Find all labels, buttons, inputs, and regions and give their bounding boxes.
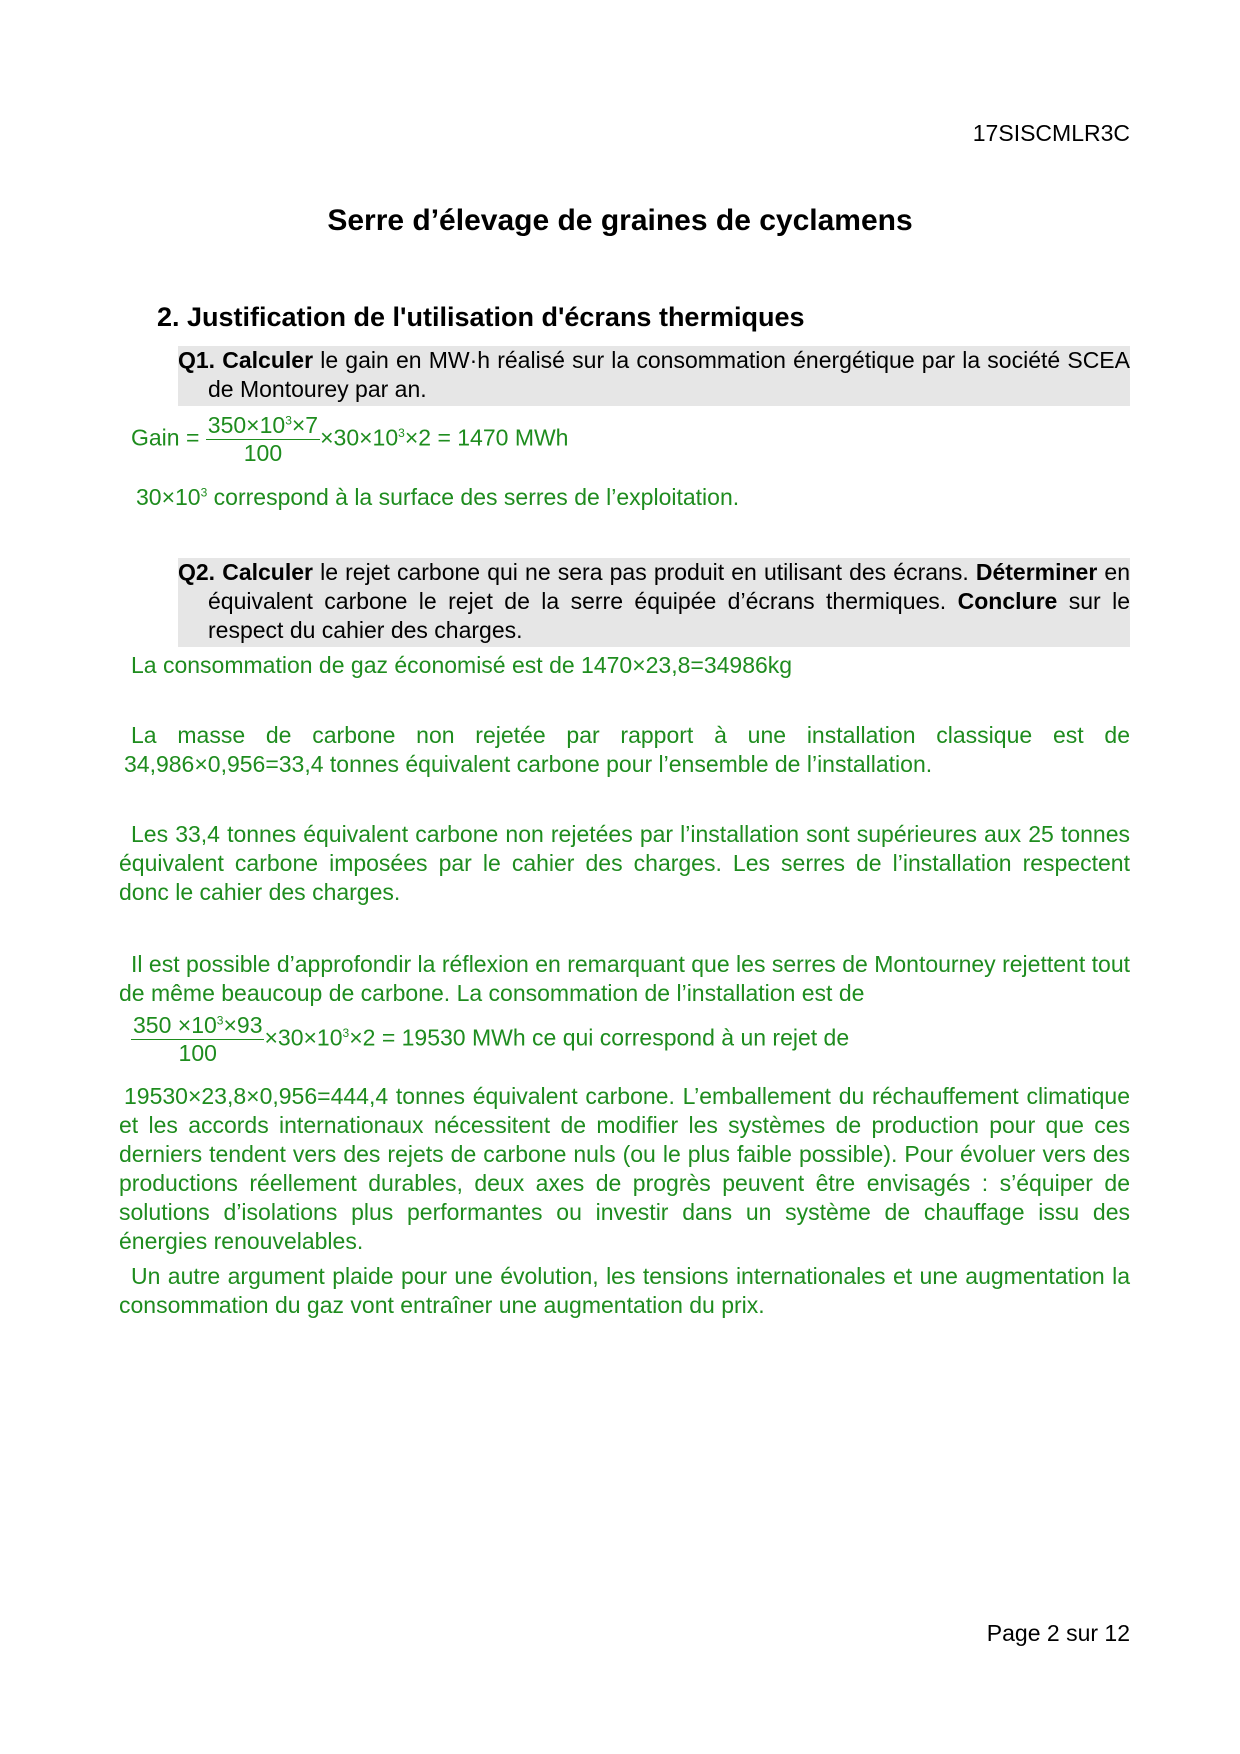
exp: 3 bbox=[285, 413, 292, 428]
exp: 3 bbox=[342, 1025, 350, 1040]
question-q1 bbox=[178, 346, 1130, 406]
q2-verb3: Conclure bbox=[957, 588, 1058, 614]
q1-label: Q1. bbox=[178, 347, 216, 373]
rest-a: ×30×10 bbox=[320, 424, 399, 451]
q2-text1: le rejet carbone qui ne sera pas produit en utilisant des écrans. bbox=[312, 559, 976, 585]
q2-verb1: Calculer bbox=[222, 559, 313, 585]
q2-text2: en équivalent carbone le rejet de la serre équipée d’écrans thermiques. bbox=[208, 559, 1130, 614]
surface-a: 30×10 bbox=[136, 484, 201, 510]
q2-label: Q2. bbox=[178, 559, 216, 585]
num-a: 350 ×10 bbox=[133, 1012, 217, 1038]
gain-prefix: Gain = bbox=[131, 424, 206, 451]
question-q2 bbox=[178, 558, 1130, 647]
paragraph-conclusion: Les 33,4 tonnes équivalent carbone non rejetées par l’installation sont supérieures aux 25 tonnes équivalent carbone imposées par le cahier des charges. Les serres de l’installation respectent donc le cahier des charges. bbox=[119, 821, 1130, 905]
surface-exp: 3 bbox=[200, 485, 208, 500]
gain-result: ×2 = 1470 MWh bbox=[404, 424, 569, 451]
den: 100 bbox=[178, 1040, 217, 1066]
section-heading: 2. Justification de l'utilisation d'écrans thermiques bbox=[157, 302, 805, 332]
exp: 3 bbox=[398, 425, 405, 440]
q1-text: le gain en MW·h réalisé sur la consommation énergétique par la société SCEA de Montourey par an. bbox=[208, 347, 1130, 402]
den: 100 bbox=[243, 440, 283, 466]
formula2-result: ×2 = 19530 MWh ce qui correspond à un rejet de bbox=[349, 1024, 850, 1051]
num-b: ×93 bbox=[223, 1012, 263, 1038]
formula2-fraction bbox=[131, 1012, 264, 1067]
document-code: 17SISCMLR3C bbox=[972, 120, 1130, 146]
gain-formula bbox=[131, 412, 568, 467]
num-b: ×7 bbox=[291, 412, 319, 438]
page-title: Serre d’élevage de graines de cyclamens bbox=[327, 204, 913, 237]
num-a: 350×10 bbox=[207, 412, 286, 438]
consumption-formula bbox=[131, 1012, 849, 1067]
paragraph-gas: La consommation de gaz économisé est de 1470×23,8=34986kg bbox=[131, 652, 793, 678]
q2-verb2: Déterminer bbox=[975, 559, 1098, 585]
q1-verb: Calculer bbox=[222, 347, 314, 373]
gain-fraction bbox=[206, 412, 320, 467]
paragraph-reflection: Il est possible d’approfondir la réflexion en remarquant que les serres de Montourney rejettent tout de même beaucoup de carbone. La consommation de l’installation est de bbox=[119, 951, 1130, 1006]
q2-text3: sur le respect du cahier des charges. bbox=[208, 588, 1130, 643]
surface-note bbox=[136, 484, 739, 511]
page-number: Page 2 sur 12 bbox=[986, 1620, 1130, 1646]
paragraph-emissions: 19530×23,8×0,956=444,4 tonnes équivalent carbone. L’emballement du réchauffement climatique et les accords internationaux nécessitent de modifier les systèmes de production pour que ces derniers tendent vers des rejets de carbone nuls (ou le plus faible possible). Pour évoluer vers des productions réellement durables, deux axes de progrès peuvent être envisagés : s’équiper de solutions d’isolations plus performantes ou investir dans un système de chauffage issu des énergies renouvelables. bbox=[119, 1083, 1130, 1254]
paragraph-price: Un autre argument plaide pour une évolution, les tensions internationales et une augmentation la consommation du gaz vont entraîner une augmentation du prix. bbox=[119, 1263, 1130, 1318]
rest-a: ×30×10 bbox=[264, 1024, 343, 1051]
exp: 3 bbox=[216, 1013, 224, 1028]
paragraph-carbon-mass: La masse de carbone non rejetée par rapport à une installation classique est de 34,986×0,956=33,4 tonnes équivalent carbone pour l’ensemble de l’installation. bbox=[124, 722, 1130, 777]
surface-b: correspond à la surface des serres de l’exploitation. bbox=[207, 484, 740, 510]
